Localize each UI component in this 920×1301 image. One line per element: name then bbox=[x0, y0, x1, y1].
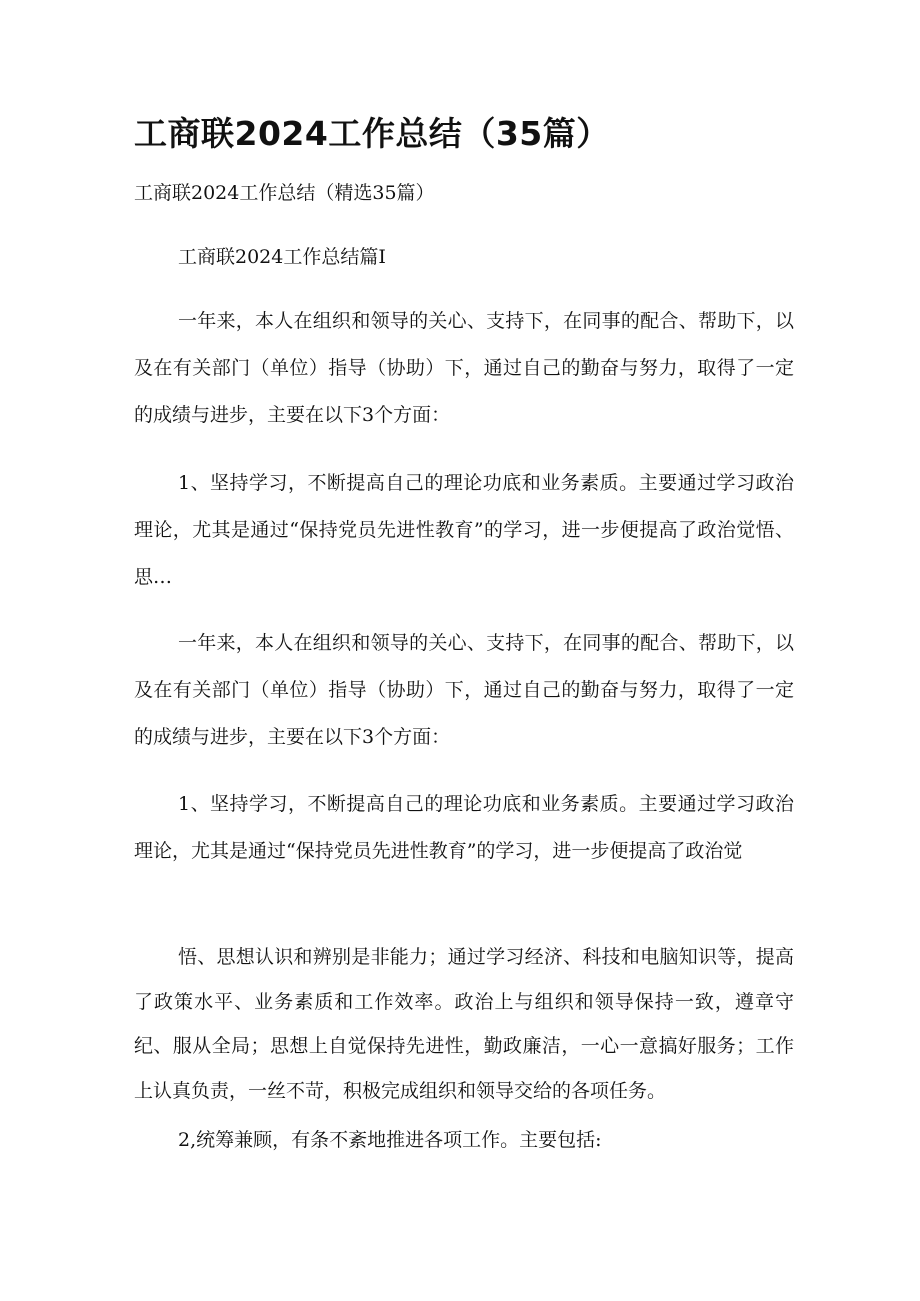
document-title: 工商联2024工作总结（35篇） bbox=[134, 114, 610, 153]
paragraph-6: 2,统筹兼顾，有条不紊地推进各项工作。主要包括: bbox=[178, 1129, 602, 1151]
paragraph-4: 1、坚持学习，不断提高自己的理论功底和业务素质。主要通过学习政治理论，尤其是通过“保持党员先进性教育”的学习，进一步便提高了政治觉 bbox=[134, 793, 794, 862]
paragraph-5: 悟、思想认识和辨别是非能力；通过学习经济、科技和电脑知识等，提高了政策水平、业务素质和工作效率。政治上与组织和领导保持一致，遵章守纪、服从全局；思想上自觉保持先进性，勤政廉洁，一心一意搞好服务；工作上认真负责，一丝不苛，积极完成组织和领导交给的各项任务。 bbox=[134, 946, 794, 1102]
paragraph-1: 一年来，本人在组织和领导的关心、支持下，在同事的配合、帮助下，以及在有关部门（单位）指导（协助）下，通过自己的勤奋与努力，取得了一定的成绩与进步，主要在以下3个方面： bbox=[134, 310, 794, 426]
section-heading: 工商联2024工作总结篇I bbox=[178, 246, 386, 268]
paragraph-3: 一年来，本人在组织和领导的关心、支持下，在同事的配合、帮助下，以及在有关部门（单位）指导（协助）下，通过自己的勤奋与努力，取得了一定的成绩与进步，主要在以下3个方面： bbox=[134, 632, 794, 748]
document-subtitle: 工商联2024工作总结（精选35篇） bbox=[134, 182, 435, 204]
paragraph-2: 1、坚持学习，不断提高自己的理论功底和业务素质。主要通过学习政治理论，尤其是通过“保持党员先进性教育”的学习，进一步便提高了政治觉悟、思… bbox=[134, 472, 794, 588]
